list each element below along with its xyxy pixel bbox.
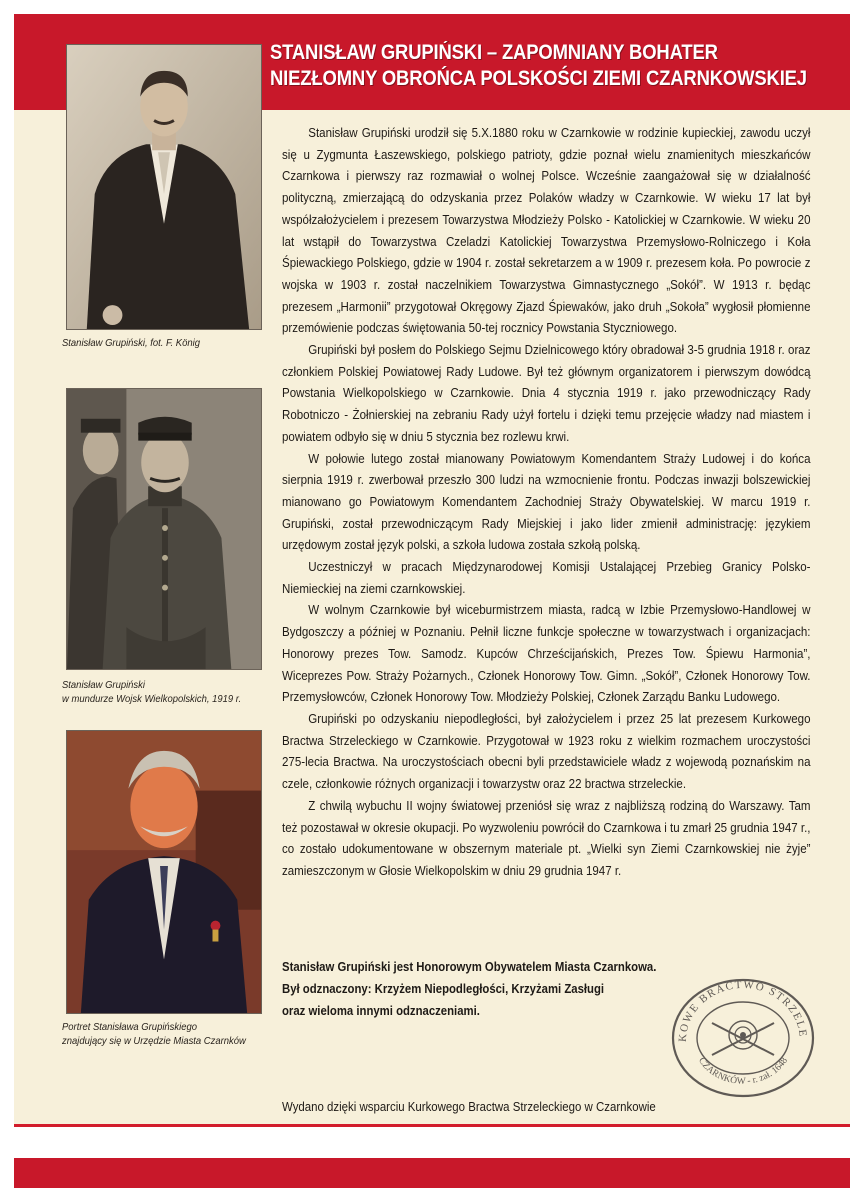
photo-portrait-suit	[66, 44, 262, 330]
right-margin	[850, 0, 864, 1200]
photo-caption-2	[62, 678, 251, 706]
photo-painted-portrait	[66, 730, 262, 1014]
article-paragraph: Grupiński po odzyskaniu niepodległości, był założycielem i przez 25 lat prezesem Kurkowego Bractwa Strzeleckiego w Czarnkowie. Przygotował w 1923 roku z wielkim rozmachem uroczystości 275-lecia Bractwa. Na uroczystościach obecni byli przedstawiciele władz z wojewodą poznańskim na czele, członkowie różnych organizacji i towarzystw oraz 22 bractwa strzeleckie.	[282, 710, 811, 792]
footer-band	[14, 1158, 850, 1188]
honor-line-2: Był odznaczony: Krzyżem Niepodległości, Krzyżami Zasługi	[282, 981, 605, 996]
bottom-divider	[14, 1124, 850, 1127]
caption-2-line-1: Stanisław Grupiński	[62, 679, 145, 691]
top-margin	[0, 0, 864, 14]
caption-3-line-2: znajdujący się w Urzędzie Miasta Czarnków	[62, 1035, 246, 1047]
title-line-2: NIEZŁOMNY OBROŃCA POLSKOŚCI ZIEMI CZARNKOWSKIEJ	[270, 67, 807, 90]
brotherhood-stamp	[664, 975, 822, 1101]
photo-caption-3	[62, 1020, 251, 1048]
stamp-text-bottom: CZARNKÓW - r. zał. 1648	[695, 1056, 790, 1087]
article-body	[282, 122, 811, 882]
article-paragraph: W wolnym Czarnkowie był wiceburmistrzem miasta, radcą w Izbie Przemysłowo-Handlowej w Bydgoszczy a później w Poznaniu. Pełnił liczne funkcje społeczne w towarzystwach i organizacjach: Honorowy prezes Tow. Samodz. Kupców Chrześcijańskich, Prezes Tow. Śpiewu Harmonia”, Wiceprezes Pow. Straży Pożarnych., Członek Honorowy Tow. Gimn. „Sokół”, Członek Honorowy Tow. Przemysłowców, Członek Honorowy Tow. Młodzieży Polskiej, Członek Zarządu Banku Ludowego.	[282, 602, 811, 705]
svg-text:CZARNKÓW - r. zał. 1648	[696, 1056, 790, 1087]
article-paragraph: Z chwilą wybuchu II wojny światowej przeniósł się wraz z najbliższą rodziną do Warszawy. Tam też pozostawał w okresie okupacji. Po wyzwoleniu powrócił do Czarnkowa i tu zmarł 25 grudnia 1947 r., co zostało udokumentowane w obszernym materiale pt. „Wielki syn Ziemi Czarnkowskiej nie żyje” zamieszczonym w Głosie Wielkopolskim w dniu 29 grudnia 1947 r.	[282, 797, 811, 878]
title-line-1: STANISŁAW GRUPIŃSKI – ZAPOMNIANY BOHATER	[270, 41, 718, 64]
svg-text:KURKOWE BRACTWO STRZELECKIE	[664, 975, 809, 1042]
honor-line-3: oraz wieloma innymi odznaczeniami.	[282, 1003, 480, 1018]
footer-note: Wydano dzięki wsparciu Kurkowego Bractwa Strzeleckiego w Czarnkowie	[282, 1099, 656, 1114]
article-paragraph: Stanisław Grupiński urodził się 5.X.1880 roku w Czarnkowie w rodzinie kupieckiej, zawodu uczył się u Zygmunta Łaszewskiego, polskiego patrioty, gdzie poznał wielu znamienitych mieszkańców Czarnkowa i pierwszy raz rozmawiał o wolnej Polsce. Wcześnie zaangażował się w działalność polityczną, zmierzającą do odzyskania przez Polaków władzy w Czarnkowie. W wieku 17 lat był współzałożycielem i prezesem Towarzystwa Młodzieży Polsko - Katolickiej w Czarnkowie. W wieku 20 lat wstąpił do Towarzystwa Czeladzi Katolickiej Towarzystwa Przemysłowo-Rolniczego i Koła Śpiewackiego Polskiego, gdzie w 1904 r. został sekretarzem a w 1909 r. prezesem koła. Po powrocie z wojska w 1903 r. został naczelnikiem Towarzystwa Gimnastycznego „Sokół”. W 1913 r. będąc prezesem „Harmonii” przygotował Okręgowy Zjazd Śpiewaków, jako druh „Sokoła” wygłosił płomienne przemówienie podczas świętowania 50-tej rocznicy Powstania Styczniowego.	[282, 125, 811, 336]
left-margin	[0, 0, 14, 1200]
article-paragraph: W połowie lutego został mianowany Powiatowym Komendantem Straży Ludowej i do końca sierpnia 1919 r. zwerbował przeszło 300 ludzi na wzmocnienie frontu. Podczas inwazji bolszewickiej mianowano go Powiatowym Komendantem Zachodniej Straży Obywatelskiej. W marcu 1919 r. Grupiński, został przewodniczącym Rady Miejskiej i jako lider zmienił administrację: językiem urzędowym został język polski, a szkoła ludowa została szkołą polską.	[282, 450, 811, 553]
caption-2-line-2: w mundurze Wojsk Wielkopolskich, 1919 r.	[62, 693, 242, 705]
photo-uniform-1919	[66, 388, 262, 670]
stamp-text-top: KOWE BRACTWO STRZELE	[676, 978, 809, 1043]
article-paragraph: Uczestniczył w pracach Międzynarodowej Komisji Ustalającej Przebieg Granicy Polsko-Niemieckiej na ziemi czarnkowskiej.	[282, 559, 811, 596]
page-title	[270, 40, 807, 92]
article-paragraph: Grupiński był posłem do Polskiego Sejmu Dzielnicowego który obradował 3-5 grudnia 1918 r. oraz członkiem Polskiej Powiatowej Rady Ludowe. Był też głównym organizatorem i pierwszym dowódcą Powstania Wielkopolskiego w Czarnkowie. Dnia 4 stycznia 1919 r. jako przewodniczący Rady Robotniczo - Żołnierskiej na zebraniu Rady użył fortelu i dzięki temu przejęcie władzy nad miastem i powiatem odbyło się w dniu 5 stycznia bez rozlewu krwi.	[282, 342, 811, 444]
caption-3-line-1: Portret Stanisława Grupińskiego	[62, 1021, 197, 1033]
honor-line-1: Stanisław Grupiński jest Honorowym Obywatelem Miasta Czarnkowa.	[282, 959, 657, 974]
photo-caption-1: Stanisław Grupiński, fot. F. König	[62, 337, 200, 349]
